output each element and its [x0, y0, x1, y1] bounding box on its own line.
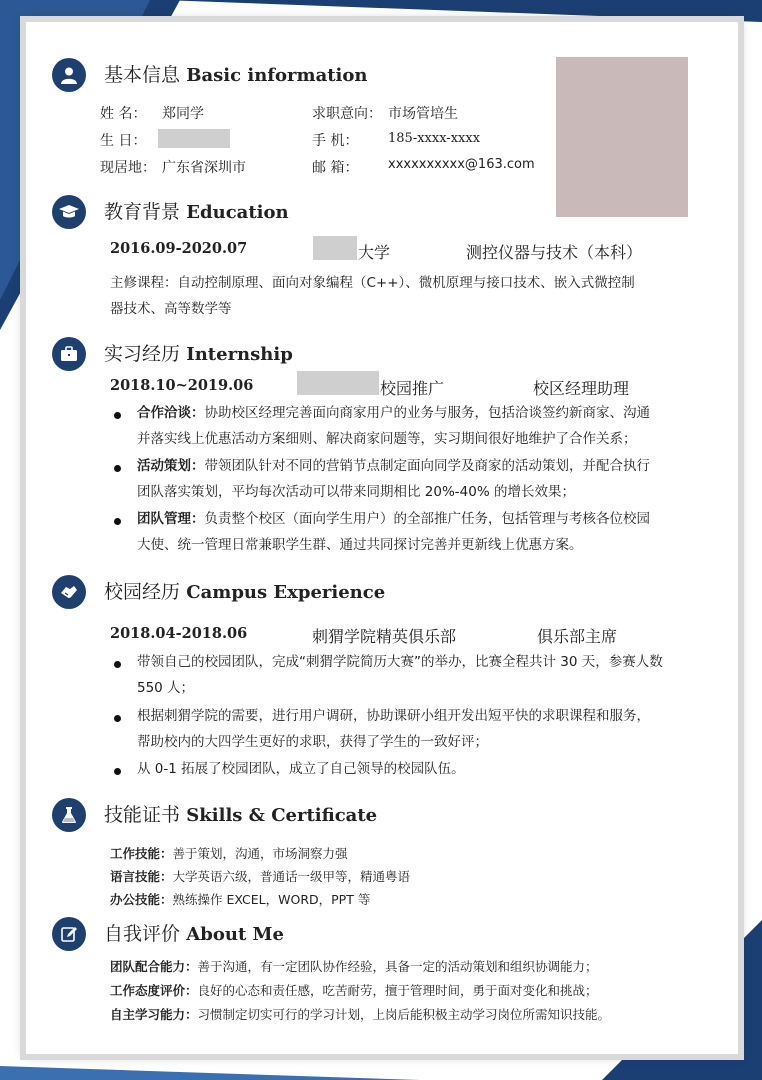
- item-line1: 根据刺猬学院的需要，进行用户调研，协助课研小组开发出短平快的求职课程和服务，: [137, 708, 650, 724]
- skill-row: [110, 867, 410, 885]
- item-line1: 协助校区经理完善面向商家用户的业务与服务，包括洽谈签约新商家、沟通: [204, 405, 650, 421]
- item-label: 活动策划：: [137, 458, 205, 474]
- about-value: 习惯制定切实可行的学习计划，上岗后能积极主动学习岗位所需知识技能。: [197, 1007, 611, 1022]
- handshake-icon: [52, 575, 86, 609]
- courses-paragraph: [110, 270, 635, 322]
- section-title-zh: 校园经历: [104, 581, 181, 603]
- section-title-basic: [104, 60, 367, 87]
- internship-period: 2018.10~2019.06: [110, 377, 254, 394]
- skill-label: 办公技能：: [110, 892, 173, 907]
- section-title-internship: [104, 339, 293, 366]
- item-label: 合作洽谈：: [137, 405, 205, 421]
- courses-label: 主修课程：: [110, 275, 178, 291]
- internship-item: [137, 400, 650, 452]
- section-title-en: Education: [186, 202, 289, 223]
- internship-item: [137, 506, 650, 558]
- bullet-dot: [114, 518, 121, 525]
- redacted-school: [313, 236, 357, 260]
- item-line1: 负责整个校区（面向学生用户）的全部推广任务，包括管理与考核各位校园: [204, 511, 650, 527]
- redacted-company: [297, 371, 379, 395]
- item-line1: 从 0-1 拓展了校园团队，成立了自己领导的校园队伍。: [137, 761, 465, 777]
- item-line2: 帮助校内的大四学生更好的求职，获得了学生的一致好评；: [137, 734, 488, 750]
- about-label: 团队配合能力：: [110, 959, 198, 974]
- about-label: 自主学习能力：: [110, 1007, 198, 1022]
- section-title-zh: 教育背景: [104, 201, 181, 223]
- item-label: 团队管理：: [137, 511, 205, 527]
- campus-item: [137, 649, 663, 701]
- about-row: [110, 957, 598, 975]
- about-value: 善于沟通，有一定团队协作经验，具备一定的活动策划和组织协调能力；: [197, 959, 598, 974]
- corner-decoration-top-right: [162, 0, 762, 22]
- internship-item: [137, 453, 650, 505]
- name-label: 姓 名：: [100, 106, 147, 122]
- email-label: 邮 箱：: [312, 160, 359, 176]
- item-line1: 带领团队针对不同的营销节点制定面向同学及商家的活动策划，并配合执行: [204, 458, 650, 474]
- skill-label: 语言技能：: [110, 869, 173, 884]
- address-value: 广东省深圳市: [162, 160, 246, 176]
- section-title-zh: 自我评价: [104, 923, 181, 945]
- campus-item: [137, 703, 650, 755]
- phone-value: 185-xxxx-xxxx: [388, 131, 481, 146]
- about-value: 良好的心态和责任感，吃苦耐劳，擅于管理时间，勇于面对变化和挑战；: [197, 983, 598, 998]
- about-row: [110, 1005, 610, 1023]
- internship-org: 校园推广: [380, 379, 445, 398]
- section-title-en: Basic information: [186, 65, 368, 86]
- bullet-dot: [114, 661, 121, 668]
- job-intent-label: 求职意向：: [312, 106, 382, 122]
- skill-row: [110, 844, 348, 862]
- email-value: xxxxxxxxxx@163.com: [388, 157, 535, 172]
- campus-org: 刺猬学院精英俱乐部: [312, 627, 457, 646]
- flask-icon: [52, 798, 86, 832]
- section-title-zh: 基本信息: [104, 64, 181, 86]
- education-major: 测控仪器与技术（本科）: [466, 243, 643, 262]
- internship-role: 校区经理助理: [533, 379, 630, 398]
- item-line2: 团队落实策划，平均每次活动可以带来同期相比 20%-40% 的增长效果；: [137, 484, 575, 500]
- item-line2: 550 人；: [137, 680, 195, 696]
- pencil-icon: [52, 917, 86, 951]
- section-title-en: Campus Experience: [186, 582, 386, 603]
- skill-value: 善于策划，沟通，市场洞察力强: [172, 846, 348, 861]
- school-suffix: 大学: [358, 243, 391, 262]
- section-title-campus: [104, 577, 385, 604]
- bullet-dot: [114, 465, 121, 472]
- section-title-zh: 实习经历: [104, 343, 181, 365]
- about-label: 工作态度评价：: [110, 983, 198, 998]
- skill-value: 熟练操作 EXCEL，WORD，PPT 等: [172, 892, 371, 907]
- section-title-about: [104, 919, 284, 946]
- item-line1: 带领自己的校园团队，完成“刺猬学院简历大赛”的举办，比赛全程共计 30 天，参赛人数: [137, 654, 663, 670]
- user-icon: [52, 58, 86, 92]
- bullet-dot: [114, 412, 121, 419]
- bullet-dot: [114, 768, 121, 775]
- courses-line1: 自动控制原理、面向对象编程（C++）、微机原理与接口技术、嵌入式微控制: [177, 275, 635, 291]
- courses-line2: 器技术、高等数学等: [110, 301, 232, 317]
- phone-label: 手 机：: [312, 133, 359, 149]
- skill-label: 工作技能：: [110, 846, 173, 861]
- campus-item: [137, 756, 465, 782]
- skill-row: [110, 890, 370, 908]
- address-label: 现居地：: [100, 160, 156, 176]
- item-line2: 大使、统一管理日常兼职学生群、通过共同探讨完善并更新线上优惠方案。: [137, 537, 583, 553]
- section-title-en: About Me: [186, 924, 284, 945]
- education-period: 2016.09-2020.07: [110, 240, 248, 257]
- campus-period: 2018.04-2018.06: [110, 625, 248, 642]
- name-value: 郑同学: [162, 106, 204, 122]
- section-title-education: [104, 197, 289, 224]
- about-row: [110, 981, 598, 999]
- section-title-skills: [104, 800, 377, 827]
- item-line2: 并落实线上优惠活动方案细则、解决商家问题等，实习期间很好地维护了合作关系；: [137, 431, 637, 447]
- corner-decoration-bottom-left: [0, 1066, 420, 1080]
- birth-label: 生 日：: [100, 133, 147, 149]
- job-intent-value: 市场管培生: [388, 106, 458, 122]
- graduation-cap-icon: [52, 195, 86, 229]
- campus-role: 俱乐部主席: [537, 627, 618, 646]
- briefcase-icon: [52, 337, 86, 371]
- bullet-dot: [114, 715, 121, 722]
- profile-photo: [556, 57, 688, 217]
- section-title-en: Internship: [186, 344, 293, 365]
- section-title-zh: 技能证书: [104, 804, 181, 826]
- redacted-birthday: [158, 129, 230, 148]
- skill-value: 大学英语六级，普通话一级甲等，精通粤语: [172, 869, 411, 884]
- section-title-en: Skills & Certificate: [186, 805, 378, 826]
